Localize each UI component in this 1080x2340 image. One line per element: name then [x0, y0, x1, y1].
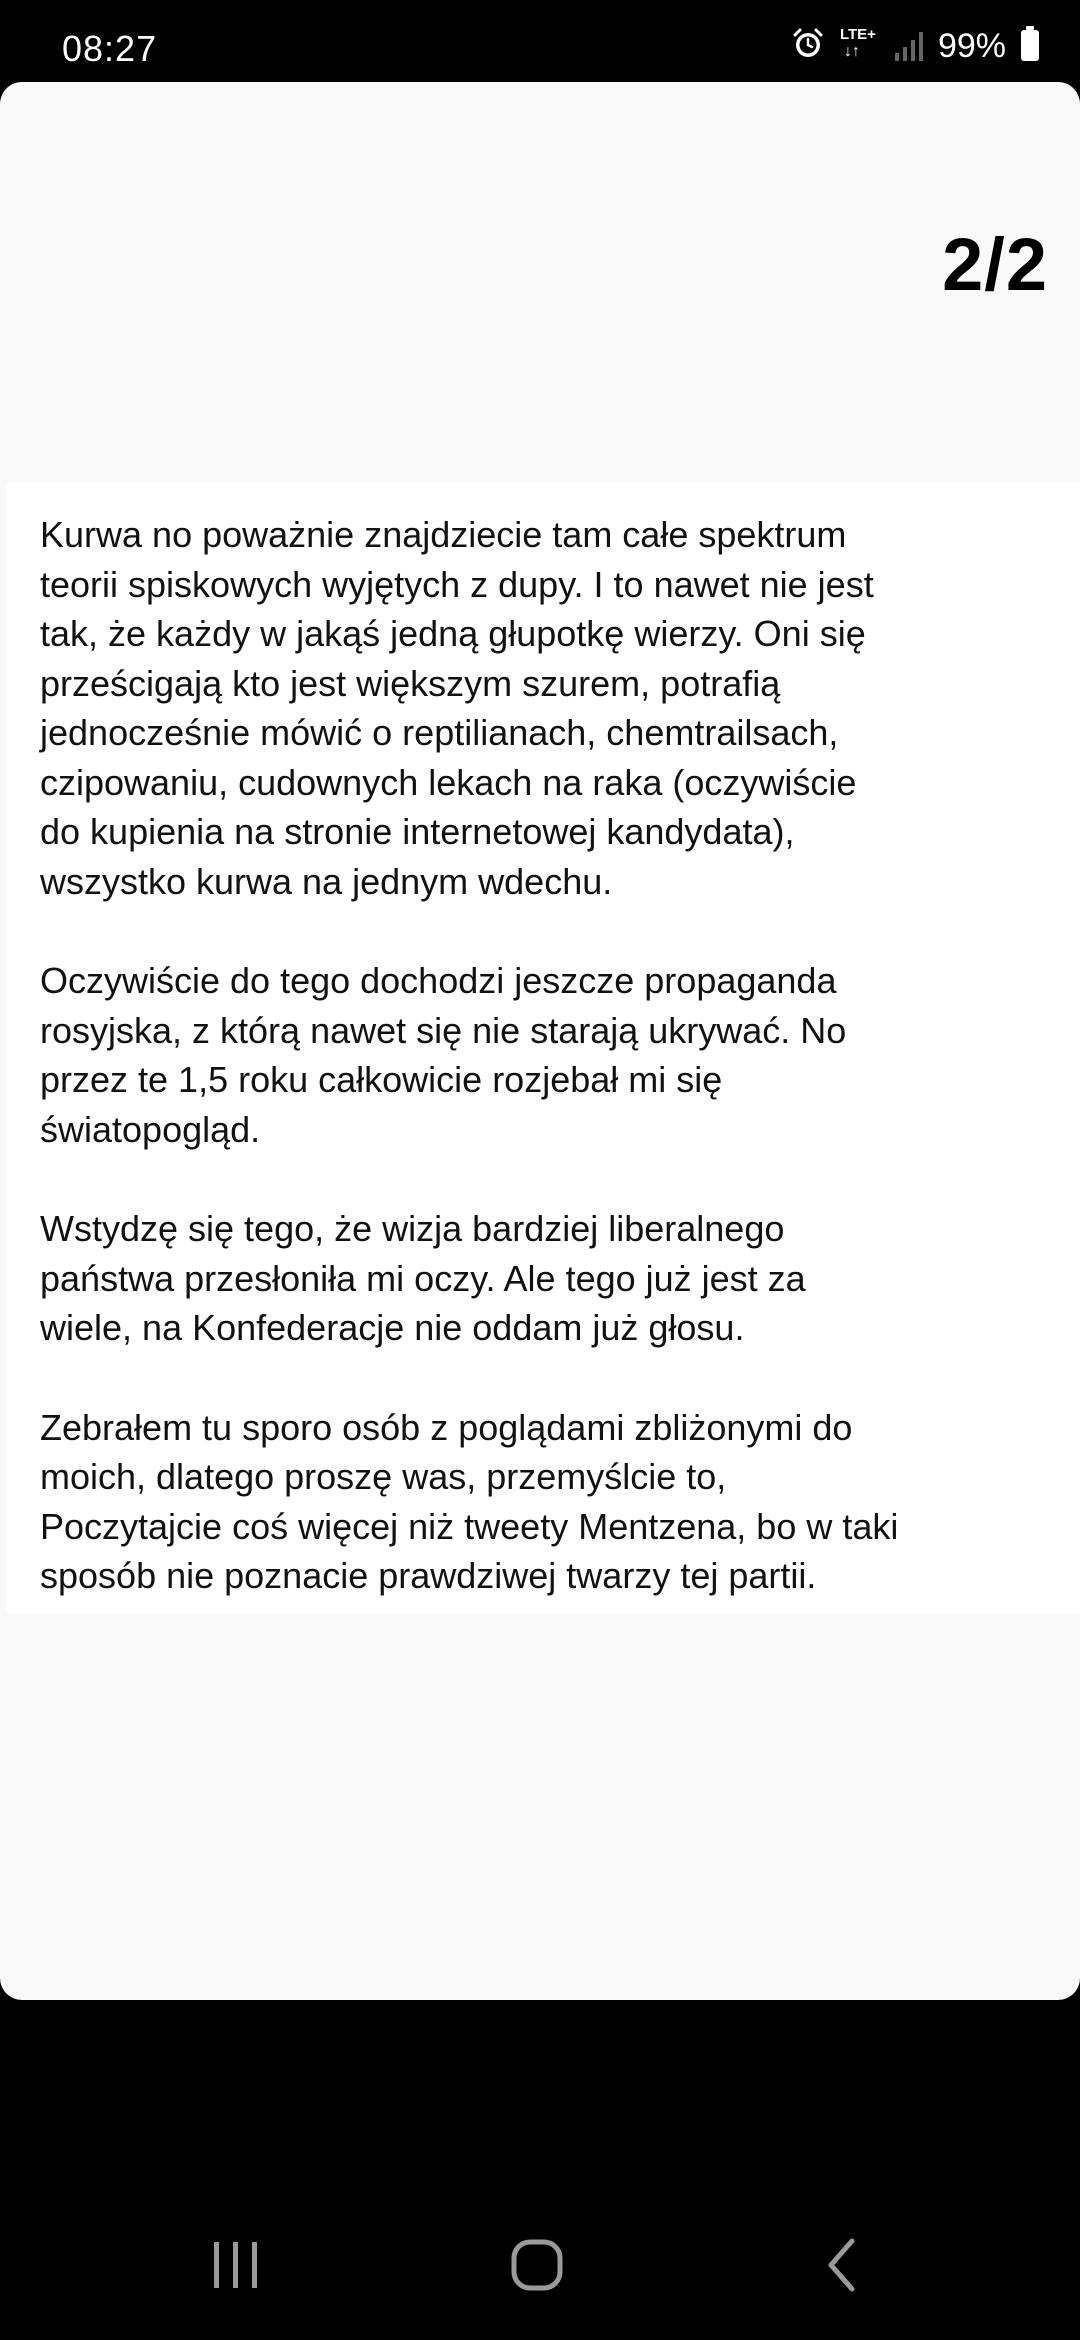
- recent-apps-icon[interactable]: [191, 2210, 281, 2320]
- data-activity-icon: ↓↑: [843, 43, 860, 60]
- text-line: przez te 1,5 roku całkowicie rozjebał mi się: [40, 1059, 723, 1100]
- text-line: jednocześnie mówić o reptilianach, chemtrailsach,: [40, 712, 839, 753]
- text-line: Oczywiście do tego dochodzi jeszcze propaganda: [40, 960, 837, 1001]
- text-line: Poczytajcie coś więcej niż tweety Mentzena, bo w taki: [40, 1505, 899, 1547]
- text-line: Wstydzę się tego, że wizja bardziej liberalnego: [40, 1208, 785, 1249]
- content-card: [0, 82, 1080, 2000]
- home-icon[interactable]: [492, 2210, 582, 2320]
- text-line: wiele, na Konfederacje nie oddam już głosu.: [40, 1307, 745, 1348]
- page-counter: 2/2: [942, 223, 1048, 306]
- post-paragraph: [40, 956, 1060, 1154]
- text-line: rosyjska, z którą nawet się nie starają ukrywać. No: [40, 1009, 847, 1051]
- text-line: Kurwa no poważnie znajdziecie tam całe spektrum: [40, 514, 847, 555]
- post-text-block: [6, 482, 1080, 1614]
- text-line: tak, że każdy w jakąś jedną głupotkę wierzy. Oni się: [40, 613, 866, 654]
- post-paragraph: [40, 1403, 1060, 1601]
- back-icon[interactable]: [797, 2210, 887, 2320]
- navigation-bar: [0, 2000, 1080, 2340]
- text-line: wszystko kurwa na jednym wdechu.: [40, 860, 613, 902]
- text-line: teorii spiskowych wyjętych z dupy. I to nawet nie jest: [40, 563, 874, 605]
- battery-percent: 99%: [937, 26, 1006, 65]
- text-line: do kupienia na stronie internetowej kandydata),: [40, 811, 795, 852]
- post-paragraph: [40, 510, 1060, 906]
- post-body: [40, 510, 1060, 1601]
- text-line: światopogląd.: [40, 1108, 261, 1150]
- post-paragraph: [40, 1204, 1060, 1353]
- text-line: czipowaniu, cudownych lekach na raka (oczywiście: [40, 761, 857, 803]
- signal-icon: [894, 27, 924, 66]
- text-line: państwa przesłoniła mi oczy. Ale tego już jest za: [40, 1257, 806, 1299]
- alarm-icon: [790, 26, 826, 67]
- status-time: 08:27: [62, 28, 158, 69]
- text-line: prześcigają kto jest większym szurem, potrafią: [40, 662, 781, 704]
- status-bar: [0, 0, 1080, 82]
- battery-icon: [1020, 26, 1040, 67]
- text-line: sposób nie poznacie prawdziwej twarzy tej partii.: [40, 1555, 817, 1596]
- network-type: LTE+: [839, 26, 876, 43]
- status-icons: [790, 24, 1040, 68]
- text-line: moich, dlatego proszę was, przemyślcie to,: [40, 1456, 727, 1497]
- lte-icon: [840, 26, 880, 66]
- text-line: Zebrałem tu sporo osób z poglądami zbliżonymi do: [40, 1406, 853, 1448]
